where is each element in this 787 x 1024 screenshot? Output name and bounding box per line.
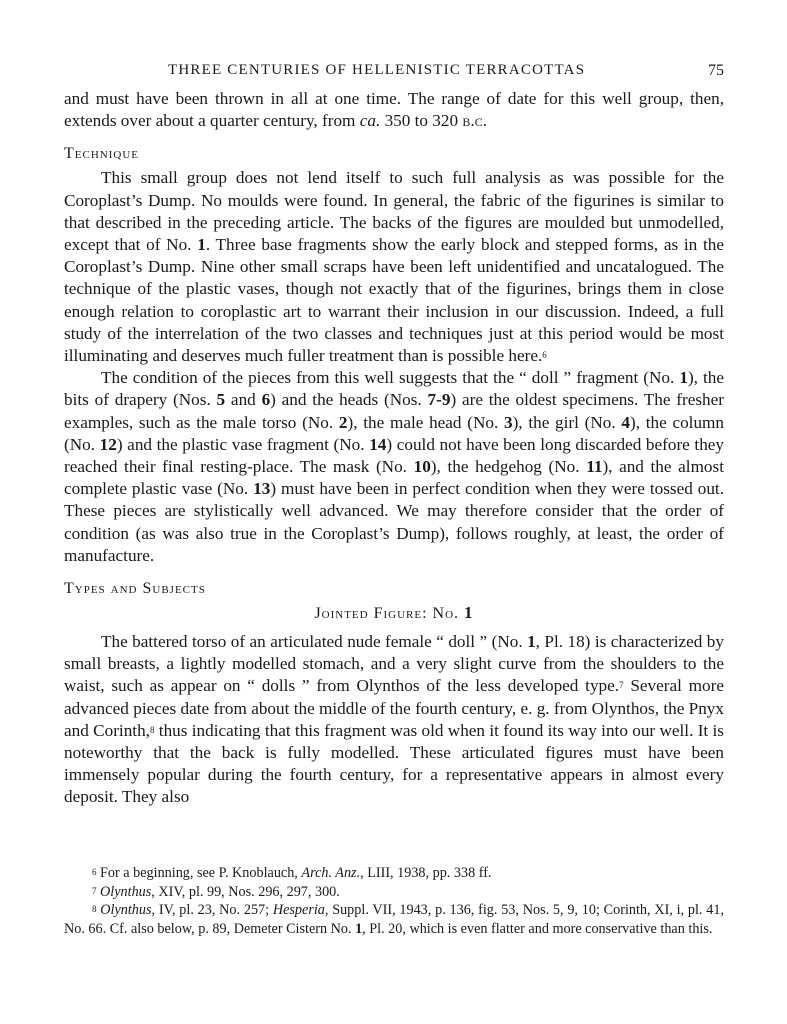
footnote-7: $^7$ Olynthus, XIV, pl. 99, Nos. 296, 297, 300. bbox=[92, 883, 340, 900]
running-head bbox=[64, 58, 724, 88]
footnote-ref-7: 7 bbox=[619, 680, 624, 691]
footnotes bbox=[64, 864, 724, 938]
paragraph-condition: The condition of the pieces from this well suggests that the “ doll ” fragment (No. 1), the bits of drapery (Nos. 5 and 6) and the heads (Nos. 7-9) are the oldest specimens. The fresher examples, such as the male torso (No. 2), the male head (No. 3), the girl (No. 4), the column (No. 12) and the plastic vase fragment (No. 14) could not have been long discarded before they reached their final resting-place. The mask (No. 10), the hedgehog (No. 11), and the almost complete plastic vase (No. 13) must have been in perfect condition when they were tossed out. These pieces are stylistically well advanced. We may therefore consider that the order of condition (as was also true in the Coroplast’s Dump), follows roughly, at least, the order of manufacture. bbox=[64, 368, 725, 565]
paragraph-jointed-figure: The battered torso of an articulated nude female “ doll ” (No. 1, Pl. 18) is characterized by small breasts, a lightly modelled stomach, and a very slight curve from the shoulders to the waist, such as appear on “ dolls ” from Olynthos of the less developed type.$^7$ Several more advanced pieces date from about the middle of the fourth century, e. g. from Olynthos, the Pnyx and Corinth,$^8$ thus indicating that this fragment was old when it found its way into our well. It is noteworthy that the back is fully modelled. These articulated figures must have been immensely popular during the fourth century, for a representative appears in almost every deposit. They also bbox=[64, 632, 724, 807]
subsection-heading-jointed-figure: Jointed Figure: No. 1 bbox=[314, 603, 474, 623]
footnote-6: $^6$ For a beginning, see P. Knoblauch, Arch. Anz., LIII, 1938, pp. 338 ff. bbox=[92, 865, 492, 881]
running-title: THREE CENTURIES OF HELLENISTIC TERRACOTTAS bbox=[168, 62, 586, 78]
paragraph-technique: This small group does not lend itself to such full analysis as was possible for the Coroplast’s Dump. No moulds were found. In general, the fabric of the figurines is similar to that described in the preceding article. The backs of the figures are moulded but unmodelled, except that of No. 1. Three base fragments show the early block and stepped forms, as in the Coroplast’s Dump. Nine other small scraps have been left unidentified and uncatalogued. The technique of the plastic vases, though not exactly that of the figurines, brings them in close enough relation to coroplastic art to warrant their inclusion in our discussion. Indeed, a full study of the interrelation of the two classes and techniques just at this period would be most illuminating and deserves much fuller treatment than is possible here.$^6$ bbox=[64, 168, 724, 366]
paragraph-intro: and must have been thrown in all at one time. The range of date for this well group, then, extends over about a quarter century, from ca. 350 to 320 b.c. bbox=[64, 89, 724, 131]
page-number: 75 bbox=[708, 62, 724, 79]
page-body bbox=[64, 58, 724, 809]
section-heading-technique: Technique bbox=[64, 145, 139, 163]
footnote-8: $^8$ Olynthus, IV, pl. 23, No. 257; Hesperia, Suppl. VII, 1943, p. 136, fig. 53, Nos. 5, 9, 10; Corinth, XI, i, pl. 41, No. 66. Cf. also below, p. 89, Demeter Cistern No. 1, Pl. 20, which is even flatter and more conservative than this. bbox=[64, 902, 724, 937]
footnote-ref-8: 8 bbox=[149, 724, 155, 735]
section-heading-types: Types and Subjects bbox=[64, 580, 206, 598]
footnote-ref-6: 6 bbox=[542, 350, 547, 361]
